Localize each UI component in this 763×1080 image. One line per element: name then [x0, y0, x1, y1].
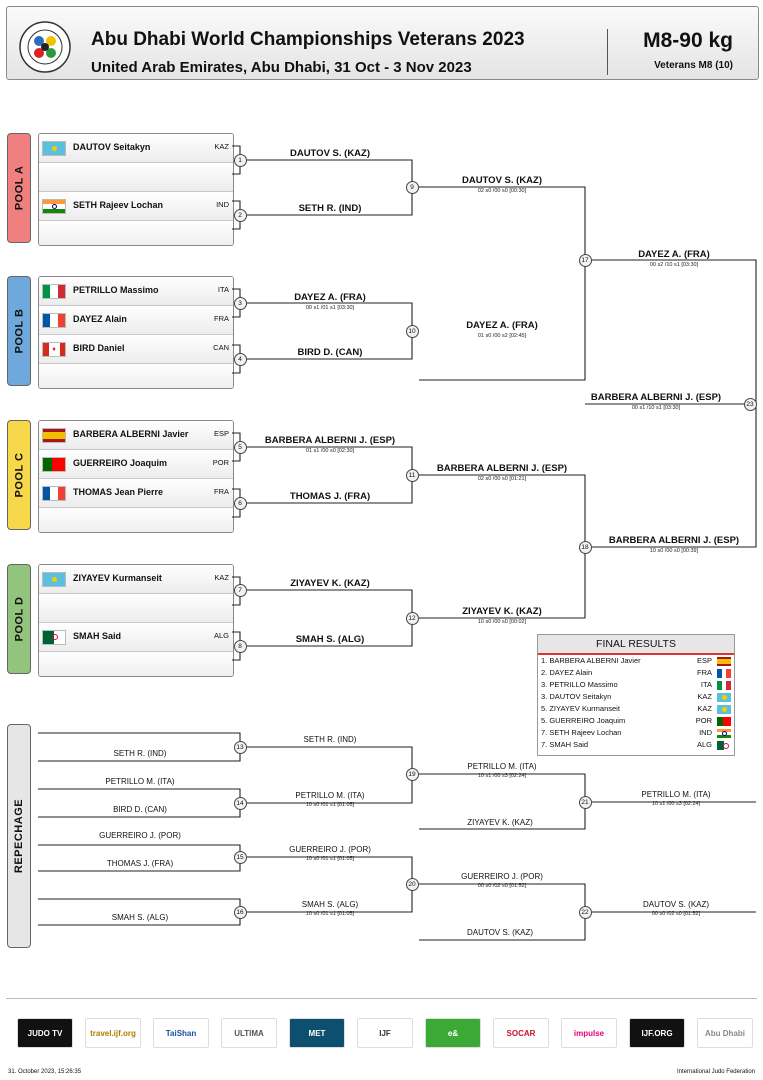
sponsor-logo: IJF: [357, 1018, 413, 1048]
final-result-country: ALG: [696, 740, 712, 749]
match-winner: THOMAS J. (FRA): [289, 491, 371, 502]
sponsor-logo: TaiShan: [153, 1018, 209, 1048]
athlete-name: SMAH Said: [73, 631, 122, 641]
match-number-19: 19: [406, 768, 419, 781]
match-winner: SMAH S. (ALG): [295, 634, 365, 645]
repechage-entry: SETH R. (IND): [113, 749, 167, 758]
match-number-7: 7: [234, 584, 247, 597]
athlete-name: THOMAS Jean Pierre: [73, 487, 164, 497]
athlete-country: POR: [212, 458, 229, 467]
match-number-12: 12: [406, 612, 419, 625]
match-winner: GUERREIRO J. (POR): [289, 845, 371, 854]
final-result-country: ITA: [700, 680, 712, 689]
division-label: Veterans M8 (10): [654, 60, 733, 71]
match-winner: DAYEZ A. (FRA): [638, 249, 710, 260]
match-winner: DAUTOV S. (KAZ): [461, 175, 543, 186]
match-number-1: 1: [234, 154, 247, 167]
athlete-country: KAZ: [214, 573, 229, 582]
match-score: 00 s1 /10 s1 [03:30]: [631, 405, 681, 411]
flag-kaz-icon: [717, 705, 731, 714]
match-score: 00 s0 /02 s0 [01:52]: [477, 883, 527, 889]
match-number-23: 23: [744, 398, 757, 411]
repechage-entry: PETRILLO M. (ITA): [105, 777, 175, 786]
final-result-place: 1. BARBERA ALBERNI Javier: [541, 656, 641, 665]
sponsor-logo: e&: [425, 1018, 481, 1048]
match-winner: BARBERA ALBERNI J. (ESP): [436, 463, 568, 474]
athlete-country: CAN: [213, 343, 229, 352]
flag-ita-icon: [717, 681, 731, 690]
match-number-22: 22: [579, 906, 592, 919]
athlete-country: ITA: [217, 285, 229, 294]
sponsor-logo: JUDO TV: [17, 1018, 73, 1048]
final-result-country: IND: [699, 728, 712, 737]
match-winner: PETRILLO M. (ITA): [641, 790, 711, 799]
athlete-name: BIRD Daniel: [73, 343, 125, 353]
athlete-country: KAZ: [214, 142, 229, 151]
match-winner: GUERREIRO J. (POR): [461, 872, 543, 881]
athlete-name: SETH Rajeev Lochan: [73, 200, 164, 210]
match-winner: DAYEZ A. (FRA): [466, 320, 538, 331]
sponsor-logo: travel.ijf.org: [85, 1018, 141, 1048]
final-results-panel: [537, 634, 735, 756]
final-result-row: [538, 679, 734, 691]
match-winner: ZIYAYEV K. (KAZ): [462, 606, 542, 617]
final-result-row: [538, 703, 734, 715]
final-result-place: 5. GUERREIRO Joaquim: [541, 716, 626, 725]
repechage-entry: DAUTOV S. (KAZ): [466, 928, 534, 937]
athlete-country: ESP: [213, 429, 229, 438]
footer-divider: [6, 998, 757, 999]
final-results-list: [538, 655, 734, 751]
match-winner: SMAH S. (ALG): [301, 900, 359, 909]
final-result-place: 3. DAUTOV Seitakyn: [541, 692, 612, 701]
athlete-name: PETRILLO Massimo: [73, 285, 159, 295]
sponsor-logo: Abu Dhabi: [697, 1018, 753, 1048]
match-winner: BARBERA ALBERNI J. (ESP): [264, 435, 396, 446]
match-number-17: 17: [579, 254, 592, 267]
match-number-2: 2: [234, 209, 247, 222]
athlete-country: ALG: [213, 631, 229, 640]
match-winner: BARBERA ALBERNI J. (ESP): [608, 535, 740, 546]
match-winner: ZIYAYEV K. (KAZ): [290, 578, 370, 589]
match-winner: PETRILLO M. (ITA): [467, 762, 537, 771]
final-result-place: 3. PETRILLO Massimo: [541, 680, 618, 689]
match-number-11: 11: [406, 469, 419, 482]
final-result-place: 7. SMAH Said: [541, 740, 589, 749]
match-score: 10 s0 /01 s1 [01:05]: [305, 802, 355, 808]
athlete-name: ZIYAYEV Kurmanseit: [73, 573, 162, 583]
match-number-6: 6: [234, 497, 247, 510]
match-winner: DAYEZ A. (FRA): [294, 292, 366, 303]
match-number-21: 21: [579, 796, 592, 809]
match-number-18: 18: [579, 541, 592, 554]
match-score: 10 s0 /01 s1 [01:05]: [305, 911, 355, 917]
final-result-row: [538, 667, 734, 679]
final-result-country: FRA: [697, 668, 712, 677]
final-result-country: KAZ: [697, 692, 712, 701]
pool-tab-label: POOL A: [13, 165, 25, 211]
match-score: 01 s0 /00 s2 [02:45]: [477, 333, 527, 339]
match-score: 00 s2 /10 s1 [03:30]: [649, 262, 699, 268]
athlete-country: FRA: [214, 487, 229, 496]
final-result-place: 7. SETH Rajeev Lochan: [541, 728, 622, 737]
repechage-label: REPECHAGE: [13, 798, 25, 874]
repechage-entry: ZIYAYEV K. (KAZ): [467, 818, 533, 827]
match-winner: BIRD D. (CAN): [297, 347, 363, 358]
match-number-14: 14: [234, 797, 247, 810]
match-number-20: 20: [406, 878, 419, 891]
pool-tab-label: POOL C: [13, 452, 26, 498]
athlete-name: DAYEZ Alain: [73, 314, 127, 324]
match-winner: SETH R. (IND): [298, 203, 362, 214]
footer-org: International Judo Federation: [676, 1069, 755, 1075]
repechage-entry: THOMAS J. (FRA): [106, 859, 174, 868]
match-winner: SETH R. (IND): [303, 735, 357, 744]
match-number-10: 10: [406, 325, 419, 338]
footer-date: 31. October 2023, 15:26:35: [8, 1069, 82, 1075]
sponsor-logo: SOCAR: [493, 1018, 549, 1048]
sponsor-logo: IJF.ORG: [629, 1018, 685, 1048]
final-result-row: [538, 739, 734, 751]
pool-tab-label: POOL B: [13, 308, 26, 354]
flag-por-icon: [717, 717, 731, 726]
repechage-entry: BIRD D. (CAN): [113, 805, 167, 814]
sponsor-logo: MET: [289, 1018, 345, 1048]
athlete-name: BARBERA ALBERNI Javier: [73, 429, 189, 439]
final-result-row: [538, 691, 734, 703]
athlete-name: GUERREIRO Joaquim: [73, 458, 168, 468]
match-number-5: 5: [234, 441, 247, 454]
athlete-name: DAUTOV Seitakyn: [73, 142, 151, 152]
match-number-15: 15: [234, 851, 247, 864]
final-result-place: 2. DAYEZ Alain: [541, 668, 593, 677]
match-winner: DAUTOV S. (KAZ): [642, 900, 710, 909]
flag-ind-icon: [717, 729, 731, 738]
match-number-13: 13: [234, 741, 247, 754]
flag-fra-icon: [717, 669, 731, 678]
final-result-country: ESP: [696, 656, 712, 665]
flag-kaz-icon: [717, 693, 731, 702]
match-number-3: 3: [234, 297, 247, 310]
match-score: 10 s1 /00 s3 [02:24]: [477, 773, 527, 779]
athlete-country: IND: [216, 200, 229, 209]
final-result-country: KAZ: [697, 704, 712, 713]
match-score: 10 s0 /00 s0 [00:39]: [649, 548, 699, 554]
sponsor-logo: impulse: [561, 1018, 617, 1048]
match-score: 00 s0 /02 s0 [01:52]: [651, 911, 701, 917]
weight-class: M8-90 kg: [643, 29, 733, 52]
match-number-16: 16: [234, 906, 247, 919]
flag-alg-icon: [717, 741, 731, 750]
final-result-place: 5. ZIYAYEV Kurmanseit: [541, 704, 620, 713]
match-score: 00 s1 /01 s1 [03:30]: [305, 305, 355, 311]
match-score: 10 s0 /01 s1 [01:05]: [305, 856, 355, 862]
match-number-4: 4: [234, 353, 247, 366]
flag-can-icon: ♦: [42, 342, 66, 357]
repechage-entry: GUERREIRO J. (POR): [99, 831, 181, 840]
match-number-9: 9: [406, 181, 419, 194]
match-score: 10 s1 /00 s3 [02:24]: [651, 801, 701, 807]
repechage-entry: SMAH S. (ALG): [111, 913, 169, 922]
final-result-row: [538, 655, 734, 667]
flag-esp-icon: [717, 657, 731, 666]
final-result-country: POR: [695, 716, 712, 725]
final-result-row: [538, 727, 734, 739]
match-winner: DAUTOV S. (KAZ): [289, 148, 371, 159]
match-score: 02 s0 /00 s0 [00:30]: [477, 188, 527, 194]
event-title: Abu Dhabi World Championships Veterans 2023: [91, 29, 525, 50]
match-winner: BARBERA ALBERNI J. (ESP): [590, 392, 722, 403]
event-subtitle: United Arab Emirates, Abu Dhabi, 31 Oct - 3 Nov 2023: [91, 59, 472, 76]
final-result-row: [538, 715, 734, 727]
match-score: 02 s0 /00 s0 [01:21]: [477, 476, 527, 482]
athlete-country: FRA: [214, 314, 229, 323]
match-score: 01 s1 /00 s0 [02:30]: [305, 448, 355, 454]
pool-tab-label: POOL D: [13, 596, 26, 642]
match-winner: PETRILLO M. (ITA): [295, 791, 365, 800]
match-number-8: 8: [234, 640, 247, 653]
final-results-title: FINAL RESULTS: [538, 635, 734, 655]
match-score: 10 s0 /00 s0 [00:02]: [477, 619, 527, 625]
sponsor-logo: ULTIMA: [221, 1018, 277, 1048]
